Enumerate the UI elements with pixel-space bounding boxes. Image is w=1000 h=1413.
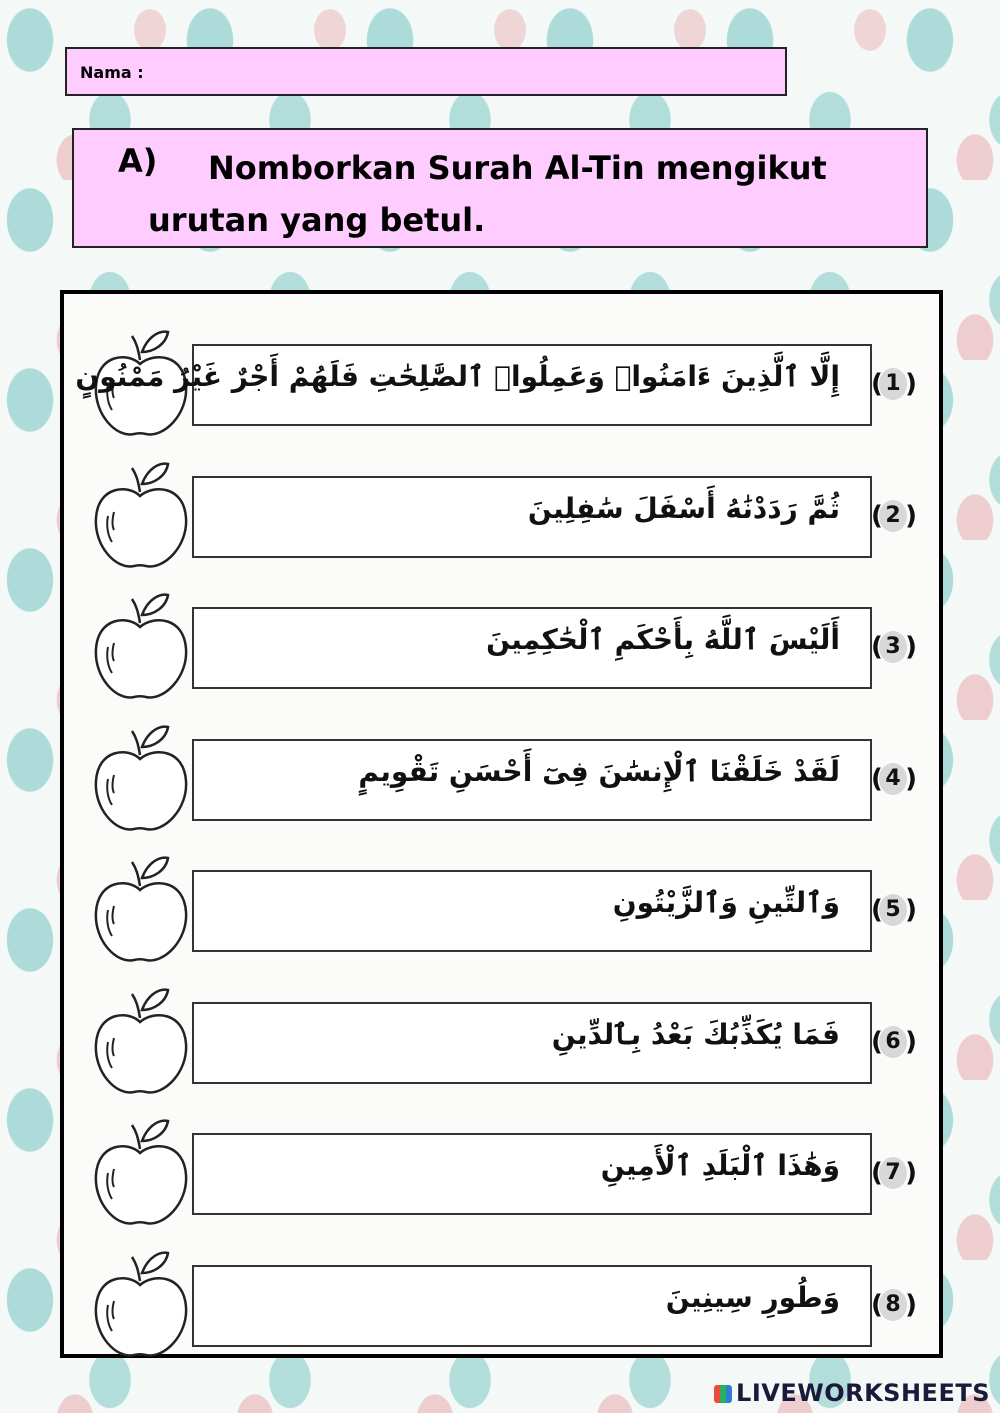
verse-row — [64, 454, 939, 574]
verse-number-digit: 5 — [885, 897, 901, 922]
verse-box — [192, 870, 872, 952]
verse-row — [64, 585, 939, 705]
paren-right: ) — [905, 1289, 917, 1320]
verse-arabic-text: لَقَدْ خَلَقْنَا ٱلْإِنسَٰنَ فِىٓ أَحْسَنِ تَقْوِيمٍ — [358, 754, 840, 788]
verse-number — [871, 366, 917, 402]
verse-arabic-text: وَهَٰذَا ٱلْبَلَدِ ٱلْأَمِينِ — [600, 1149, 840, 1182]
verse-number — [871, 498, 917, 534]
liveworksheets-logo-icon — [714, 1385, 732, 1403]
paren-right: ) — [905, 632, 917, 662]
verse-box — [75, 344, 872, 426]
paren-left: ( — [871, 895, 883, 925]
verse-row — [64, 848, 939, 968]
apple-answer-icon[interactable] — [88, 585, 194, 705]
name-field[interactable] — [65, 47, 787, 96]
verse-arabic-text: إِلَّا ٱلَّذِينَ ءَامَنُوا۟ وَعَمِلُوا۟ ٱلصَّٰلِحَٰتِ فَلَهُمْ أَجْرٌ غَيْرُ مَمْنُونٍ — [75, 360, 840, 393]
verse-number — [871, 892, 917, 928]
verse-box — [192, 1265, 872, 1347]
footer-brand-text: LIVEWORKSHEETS — [736, 1379, 990, 1407]
verse-number — [871, 761, 917, 797]
paren-right: ) — [905, 1158, 917, 1188]
verse-number-digit: 3 — [885, 634, 901, 659]
section-letter: A) — [118, 142, 158, 180]
paren-right: ) — [905, 763, 917, 794]
verse-number — [871, 1287, 917, 1323]
paren-left: ( — [871, 1026, 883, 1057]
verse-row — [64, 1243, 939, 1363]
verse-arabic-text: فَمَا يُكَذِّبُكَ بَعْدُ بِٱلدِّينِ — [551, 1017, 840, 1051]
instruction-box — [72, 128, 928, 248]
verse-box — [192, 476, 872, 558]
paren-left: ( — [871, 369, 883, 399]
verse-number-digit: 6 — [885, 1028, 901, 1054]
verse-row — [64, 322, 939, 442]
paren-right: ) — [905, 369, 917, 399]
apple-answer-icon[interactable] — [88, 717, 194, 837]
apple-answer-icon[interactable] — [88, 980, 194, 1100]
verse-number-digit: 7 — [885, 1160, 901, 1185]
paren-left: ( — [871, 1289, 883, 1320]
verse-arabic-text: وَٱلتِّينِ وَٱلزَّيْتُونِ — [612, 886, 840, 919]
paren-left: ( — [871, 1158, 883, 1188]
paren-right: ) — [905, 1026, 917, 1057]
footer-brand — [714, 1379, 990, 1407]
verse-row — [64, 717, 939, 837]
verse-number — [871, 1024, 917, 1060]
apple-answer-icon[interactable] — [88, 1243, 194, 1363]
verse-number-digit: 2 — [885, 502, 901, 528]
verse-row — [64, 1111, 939, 1231]
verse-box — [192, 739, 872, 821]
paren-right: ) — [905, 895, 917, 925]
apple-answer-icon[interactable] — [88, 848, 194, 968]
apple-answer-icon[interactable] — [88, 454, 194, 574]
verse-arabic-text: وَطُورِ سِينِينَ — [665, 1280, 840, 1314]
verse-number-digit: 8 — [885, 1291, 901, 1317]
verse-number-digit: 1 — [885, 371, 901, 396]
verse-arabic-text: أَلَيْسَ ٱللَّهُ بِأَحْكَمِ ٱلْحَٰكِمِينَ — [486, 623, 840, 656]
verse-number — [871, 1155, 917, 1191]
paren-left: ( — [871, 500, 883, 531]
worksheet-sheet — [60, 290, 943, 1358]
verse-box — [192, 1133, 872, 1215]
verse-arabic-text: ثُمَّ رَدَدْنَٰهُ أَسْفَلَ سَٰفِلِينَ — [527, 491, 840, 525]
paren-left: ( — [871, 632, 883, 662]
paren-left: ( — [871, 763, 883, 794]
verse-box — [192, 1002, 872, 1084]
verse-number — [871, 629, 917, 665]
verse-box — [192, 607, 872, 689]
apple-answer-icon[interactable] — [88, 1111, 194, 1231]
verse-number-digit: 4 — [885, 765, 901, 791]
name-label: Nama : — [80, 63, 144, 82]
verse-row — [64, 980, 939, 1100]
paren-right: ) — [905, 500, 917, 531]
instruction-text: Nomborkan Surah Al-Tin mengikut urutan yang betul. — [148, 149, 827, 239]
